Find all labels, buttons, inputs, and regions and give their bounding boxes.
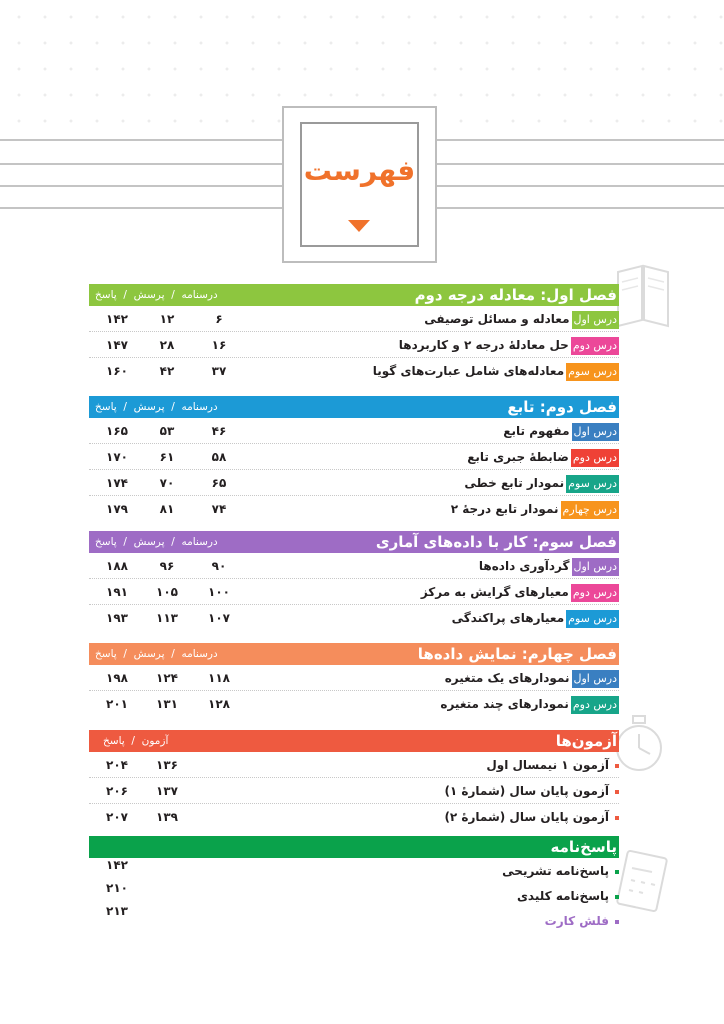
page-answer: ۱۶۰ bbox=[106, 364, 128, 378]
page-question: ۶۱ bbox=[159, 450, 175, 464]
answers-title: پاسخ‌نامه bbox=[550, 838, 617, 856]
page-question: ۹۶ bbox=[159, 559, 175, 573]
page-lesson-note: ۹۰ bbox=[211, 559, 227, 573]
answers-header bbox=[89, 836, 619, 858]
exam-row[interactable] bbox=[89, 778, 619, 804]
lesson-entry bbox=[424, 310, 619, 328]
chapter-2-columns bbox=[95, 396, 218, 418]
chapter-4 bbox=[89, 643, 619, 716]
answer-title: پاسخ‌نامه کلیدی bbox=[516, 889, 609, 903]
lesson-title: معادله‌های شامل عبارت‌های گویا bbox=[372, 364, 565, 378]
page-answer: ۲۰۱ bbox=[106, 697, 128, 711]
col-answer: پاسخ bbox=[95, 401, 117, 413]
page-answer: ۲۰۴ bbox=[106, 758, 128, 772]
bullet-icon bbox=[615, 790, 619, 794]
col-question: پرسش bbox=[133, 401, 165, 413]
page-lesson-note: ۱۰۷ bbox=[208, 611, 230, 625]
page-question: ۸۱ bbox=[159, 502, 175, 516]
page-question: ۷۰ bbox=[159, 476, 175, 490]
col-lesson-note: درسنامه bbox=[181, 536, 218, 548]
lesson-title: نمودارهای یک متغیره bbox=[444, 671, 570, 685]
col-separator: / bbox=[123, 536, 127, 548]
exams-section bbox=[89, 730, 619, 829]
exam-entry bbox=[486, 756, 619, 774]
title-inner-frame bbox=[300, 122, 419, 247]
lesson-badge: درس دوم bbox=[571, 584, 619, 602]
chapter-2 bbox=[89, 396, 619, 521]
page-title: فهرست bbox=[303, 154, 416, 187]
page-answer: ۱۹۳ bbox=[106, 611, 128, 625]
page-question: ۱۳۱ bbox=[156, 697, 178, 711]
chapter-2-header bbox=[89, 396, 619, 418]
chapter-3-header bbox=[89, 531, 619, 553]
page-exam: ۱۳۹ bbox=[156, 810, 178, 824]
page-answer: ۱۴۲ bbox=[106, 312, 128, 326]
lesson-title: گردآوری داده‌ها bbox=[478, 559, 570, 573]
divider-line bbox=[437, 185, 724, 187]
answer-entry bbox=[545, 912, 619, 930]
chapter-3 bbox=[89, 531, 619, 630]
toc-row[interactable] bbox=[89, 358, 619, 383]
divider-line bbox=[437, 139, 724, 141]
page-lesson-note: ۶ bbox=[215, 312, 223, 326]
chapter-3-columns bbox=[95, 531, 218, 553]
chapter-1-columns bbox=[95, 284, 218, 306]
lesson-badge: درس سوم bbox=[566, 475, 619, 493]
lesson-entry bbox=[464, 474, 619, 492]
toc-row[interactable] bbox=[89, 553, 619, 579]
chapter-1 bbox=[89, 284, 619, 383]
col-lesson-note: درسنامه bbox=[181, 289, 218, 301]
col-separator: / bbox=[131, 735, 135, 747]
chapter-4-title: فصل چهارم: نمایش داده‌ها bbox=[417, 645, 617, 663]
divider-line bbox=[437, 207, 724, 209]
col-separator: / bbox=[171, 648, 175, 660]
answer-entry bbox=[517, 887, 619, 905]
page-lesson-note: ۷۴ bbox=[211, 502, 227, 516]
chapter-2-title: فصل دوم: تابع bbox=[507, 398, 617, 416]
col-separator: / bbox=[171, 289, 175, 301]
page-answer: ۱۴۲ bbox=[106, 858, 128, 872]
exam-row[interactable] bbox=[89, 804, 619, 829]
lesson-badge: درس اول bbox=[572, 311, 620, 329]
bullet-icon bbox=[615, 764, 619, 768]
lesson-entry bbox=[479, 557, 619, 575]
page-answer: ۱۶۵ bbox=[106, 424, 128, 438]
answer-title: فلش کارت bbox=[544, 914, 609, 928]
lesson-entry bbox=[421, 583, 619, 601]
page-answer: ۲۱۰ bbox=[106, 881, 128, 895]
lesson-title: نمودارهای چند متغیره bbox=[440, 697, 569, 711]
page-lesson-note: ۴۶ bbox=[211, 424, 227, 438]
page-answer: ۲۰۷ bbox=[106, 810, 128, 824]
toc-row[interactable] bbox=[89, 444, 619, 470]
col-answer: پاسخ bbox=[95, 536, 117, 548]
chapter-1-title: فصل اول: معادله درجه دوم bbox=[414, 286, 617, 304]
page-answer: ۱۹۱ bbox=[106, 585, 128, 599]
chapter-3-title: فصل سوم: کار با داده‌های آماری bbox=[375, 533, 617, 551]
answer-title: پاسخ‌نامه تشریحی bbox=[502, 864, 609, 878]
lesson-title: معیارهای گرایش به مرکز bbox=[420, 585, 569, 599]
lesson-badge: درس دوم bbox=[571, 337, 619, 355]
page-question: ۱۲۴ bbox=[156, 671, 178, 685]
toc-row[interactable] bbox=[89, 579, 619, 605]
toc-row[interactable] bbox=[89, 418, 619, 444]
toc-row[interactable] bbox=[89, 691, 619, 716]
exam-title: آزمون پایان سال (شمارهٔ ۲) bbox=[444, 810, 609, 824]
lesson-entry bbox=[445, 669, 619, 687]
toc-row[interactable] bbox=[89, 605, 619, 630]
lesson-title: حل معادلهٔ درجه ۲ و کاربردها bbox=[398, 338, 569, 352]
lesson-title: معیارهای پراکندگی bbox=[451, 611, 565, 625]
col-answer: پاسخ bbox=[95, 648, 117, 660]
col-lesson-note: درسنامه bbox=[181, 648, 218, 660]
lesson-badge: درس اول bbox=[572, 670, 620, 688]
col-question: پرسش bbox=[133, 536, 165, 548]
lesson-badge: درس چهارم bbox=[561, 501, 619, 519]
stopwatch-icon bbox=[612, 708, 666, 778]
page-lesson-note: ۳۷ bbox=[211, 364, 227, 378]
divider-line bbox=[437, 163, 724, 165]
page-answer: ۱۴۷ bbox=[106, 338, 128, 352]
col-separator: / bbox=[123, 401, 127, 413]
toc-row[interactable] bbox=[89, 496, 619, 521]
exam-entry bbox=[444, 808, 619, 826]
divider-line bbox=[0, 207, 282, 209]
page-answer: ۱۷۹ bbox=[106, 502, 128, 516]
page-question: ۴۲ bbox=[159, 364, 175, 378]
page-question: ۱۰۵ bbox=[156, 585, 178, 599]
page-exam: ۱۳۶ bbox=[156, 758, 178, 772]
lesson-badge: درس دوم bbox=[571, 449, 619, 467]
exams-header bbox=[89, 730, 619, 752]
page-question: ۱۲ bbox=[159, 312, 175, 326]
page-answer: ۲۰۶ bbox=[106, 784, 128, 798]
col-question: پرسش bbox=[133, 289, 165, 301]
divider-line bbox=[0, 139, 282, 141]
chapter-4-columns bbox=[95, 643, 218, 665]
col-question: پرسش bbox=[133, 648, 165, 660]
toc-row[interactable] bbox=[89, 470, 619, 496]
bullet-icon bbox=[615, 816, 619, 820]
toc-row[interactable] bbox=[89, 665, 619, 691]
answer-row[interactable] bbox=[89, 883, 619, 908]
lesson-entry bbox=[440, 695, 619, 713]
lesson-entry bbox=[467, 448, 619, 466]
page-lesson-note: ۶۵ bbox=[211, 476, 227, 490]
chapter-4-header bbox=[89, 643, 619, 665]
lesson-entry bbox=[452, 609, 619, 627]
book-icon bbox=[612, 258, 674, 330]
answers-section bbox=[89, 836, 619, 933]
page-answer: ۱۸۸ bbox=[106, 559, 128, 573]
down-arrow-icon bbox=[348, 220, 370, 232]
page-question: ۵۳ bbox=[159, 424, 175, 438]
exam-title: آزمون ۱ نیمسال اول bbox=[486, 758, 609, 772]
page-lesson-note: ۵۸ bbox=[211, 450, 227, 464]
bullet-icon bbox=[615, 920, 619, 924]
col-answer: پاسخ bbox=[95, 289, 117, 301]
col-separator: / bbox=[123, 648, 127, 660]
page-lesson-note: ۱۲۸ bbox=[208, 697, 230, 711]
exams-title: آزمون‌ها bbox=[555, 732, 617, 750]
answer-entry bbox=[502, 862, 619, 880]
lesson-title: نمودار تابع خطی bbox=[464, 476, 565, 490]
lesson-title: نمودار تابع درجهٔ ۲ bbox=[450, 502, 559, 516]
lesson-title: ضابطهٔ جبری تابع bbox=[467, 450, 569, 464]
lesson-title: معادله و مسائل توصیفی bbox=[424, 312, 570, 326]
lesson-entry bbox=[399, 336, 619, 354]
lesson-title: مفهوم تابع bbox=[503, 424, 570, 438]
page-question: ۱۱۳ bbox=[156, 611, 178, 625]
page-lesson-note: ۱۶ bbox=[211, 338, 227, 352]
lesson-badge: درس اول bbox=[572, 558, 620, 576]
page-answer: ۱۹۸ bbox=[106, 671, 128, 685]
lesson-entry bbox=[503, 422, 619, 440]
page-answer: ۱۷۴ bbox=[106, 476, 128, 490]
exam-entry bbox=[444, 782, 619, 800]
col-separator: / bbox=[123, 289, 127, 301]
lesson-badge: درس سوم bbox=[566, 363, 619, 381]
page-question: ۲۸ bbox=[159, 338, 175, 352]
lesson-entry bbox=[451, 500, 619, 518]
title-frame bbox=[282, 106, 437, 263]
lesson-entry bbox=[373, 362, 619, 380]
bullet-icon bbox=[615, 895, 619, 899]
page-answer: ۲۱۳ bbox=[106, 904, 128, 918]
col-lesson-note: درسنامه bbox=[181, 401, 218, 413]
lesson-badge: درس اول bbox=[572, 423, 620, 441]
col-separator: / bbox=[171, 401, 175, 413]
col-exam: آزمون bbox=[141, 735, 169, 747]
page-lesson-note: ۱۱۸ bbox=[208, 671, 230, 685]
exam-row[interactable] bbox=[89, 752, 619, 778]
lesson-badge: درس سوم bbox=[566, 610, 619, 628]
exam-title: آزمون پایان سال (شمارهٔ ۱) bbox=[444, 784, 609, 798]
col-answer: پاسخ bbox=[103, 735, 125, 747]
bullet-icon bbox=[615, 870, 619, 874]
page-lesson-note: ۱۰۰ bbox=[208, 585, 230, 599]
divider-line bbox=[0, 185, 282, 187]
answer-row[interactable] bbox=[89, 858, 619, 883]
answer-row[interactable] bbox=[89, 904, 619, 933]
toc-row[interactable] bbox=[89, 306, 619, 332]
lesson-badge: درس دوم bbox=[571, 696, 619, 714]
page-exam: ۱۳۷ bbox=[156, 784, 178, 798]
chapter-1-header bbox=[89, 284, 619, 306]
exams-columns bbox=[103, 730, 168, 752]
divider-line bbox=[0, 163, 282, 165]
col-separator: / bbox=[171, 536, 175, 548]
page-answer: ۱۷۰ bbox=[106, 450, 128, 464]
toc-row[interactable] bbox=[89, 332, 619, 358]
calculator-icon bbox=[614, 848, 670, 914]
